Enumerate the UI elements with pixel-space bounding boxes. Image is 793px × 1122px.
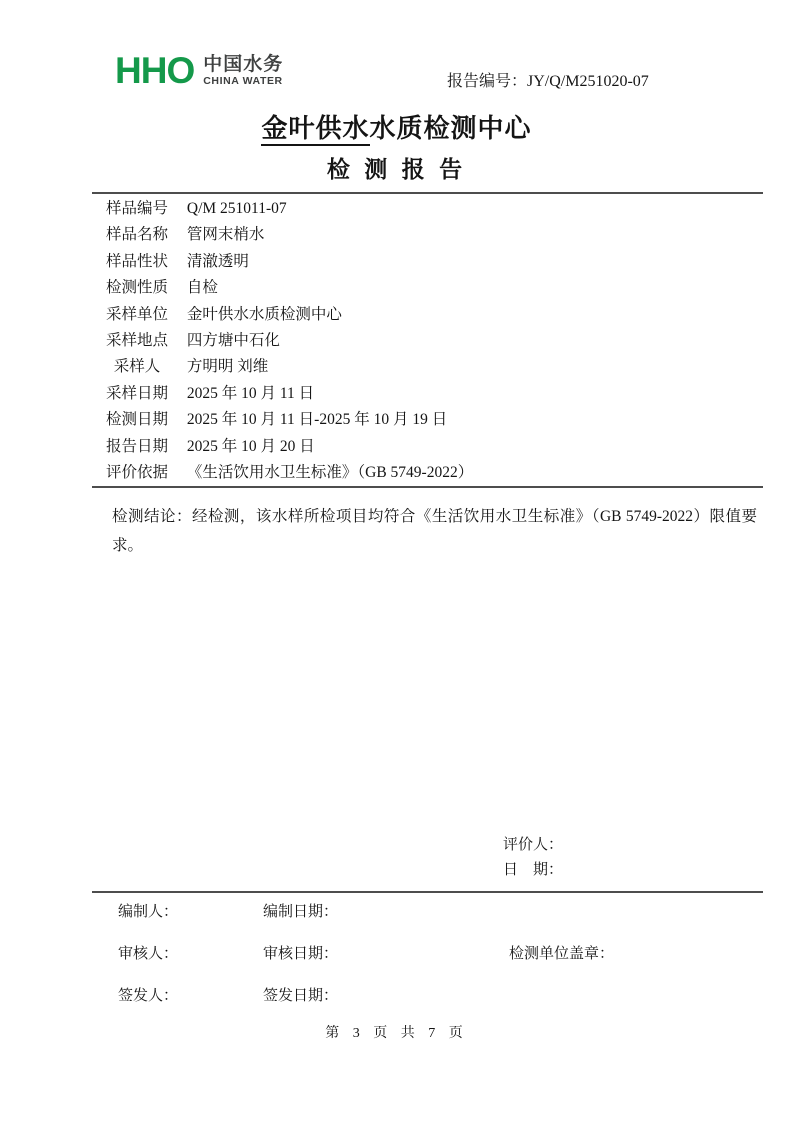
- info-value: 清澈透明: [186, 252, 249, 270]
- evaluator-block: [503, 833, 563, 883]
- info-value: 管网末梢水: [186, 226, 265, 244]
- info-value: 2025 年 10 月 20 日: [186, 437, 315, 455]
- info-row-sampling-org: [105, 302, 473, 328]
- center-title-rest: 水质检测中心: [369, 113, 532, 143]
- info-value: 方明明 刘维: [186, 358, 269, 376]
- china-water-logo: [115, 52, 283, 89]
- info-value: 《生活饮用水卫生标准》（GB 5749-2022）: [186, 463, 474, 481]
- issued-date-label: 签发日期：: [263, 988, 339, 1004]
- center-title-underlined: 金叶供水: [261, 113, 369, 146]
- evaluator-label: 评价人：: [503, 837, 564, 853]
- reviewed-by-label: 审核人：: [118, 946, 179, 962]
- info-row-sample-appearance: [105, 249, 473, 275]
- info-row-sampling-site: [105, 328, 473, 354]
- info-row-test-date: [105, 407, 473, 433]
- divider-bottom: [92, 891, 763, 893]
- page-number-footer: 第 3 页 共 7 页: [325, 1026, 468, 1041]
- info-value: 金叶供水水质检测中心: [186, 305, 342, 323]
- sample-info-list: [105, 196, 473, 486]
- info-value: 自检: [186, 279, 218, 297]
- divider-middle: [92, 486, 763, 488]
- info-label: 评价依据: [105, 463, 168, 481]
- info-label: 检测性质: [105, 279, 168, 297]
- info-row-sample-no: [105, 196, 473, 222]
- logo-name-stack: [203, 54, 283, 87]
- info-row-sampler: [105, 354, 473, 380]
- info-label: 检测日期: [105, 411, 168, 429]
- info-row-test-nature: [105, 275, 473, 301]
- info-label: 报告日期: [105, 437, 168, 455]
- logo-cn-name: 中国水务: [203, 54, 284, 75]
- info-label: 采样日期: [105, 384, 168, 402]
- info-value: 2025 年 10 月 11 日-2025 年 10 月 19 日: [186, 411, 448, 429]
- info-label: 采样人: [113, 358, 161, 376]
- info-value: 2025 年 10 月 11 日: [186, 384, 315, 402]
- info-label: 采样单位: [105, 305, 168, 323]
- issued-by-label: 签发人：: [118, 988, 179, 1004]
- prepared-date-label: 编制日期：: [263, 904, 339, 920]
- org-seal-label: 检测单位盖章：: [509, 946, 615, 962]
- divider-top: [92, 192, 763, 194]
- prepared-by-label: 编制人：: [118, 904, 179, 920]
- info-row-sample-name: [105, 222, 473, 248]
- info-row-sampling-date: [105, 381, 473, 407]
- report-number-value: JY/Q/M251020-07: [527, 73, 649, 90]
- test-conclusion: 检测结论：经检测，该水样所检项目均符合《生活饮用水卫生标准》（GB 5749-2022）限值要求。: [112, 508, 757, 554]
- info-label: 样品性状: [105, 252, 168, 270]
- signature-row-reviewed: [0, 942, 793, 962]
- info-value: 四方塘中石化: [186, 331, 280, 349]
- center-title: [0, 112, 793, 144]
- logo-hho-text: HHO: [115, 50, 195, 91]
- report-number-label: 报告编号：: [447, 73, 528, 90]
- info-row-report-date: [105, 434, 473, 460]
- signature-row-prepared: [0, 900, 793, 920]
- evaluation-date-label: 日 期：: [503, 862, 564, 878]
- info-label: 样品编号: [105, 200, 168, 217]
- report-number: [447, 68, 649, 91]
- info-row-evaluation-basis: [105, 460, 473, 486]
- info-label: 样品名称: [105, 226, 168, 244]
- info-value: Q/M 251011-07: [186, 200, 287, 217]
- reviewed-date-label: 审核日期：: [263, 946, 339, 962]
- signature-row-issued: [0, 984, 793, 1004]
- document-title: 检 测 报 告: [326, 156, 467, 182]
- logo-en-name: CHINA WATER: [203, 75, 283, 87]
- info-label: 采样地点: [105, 331, 168, 349]
